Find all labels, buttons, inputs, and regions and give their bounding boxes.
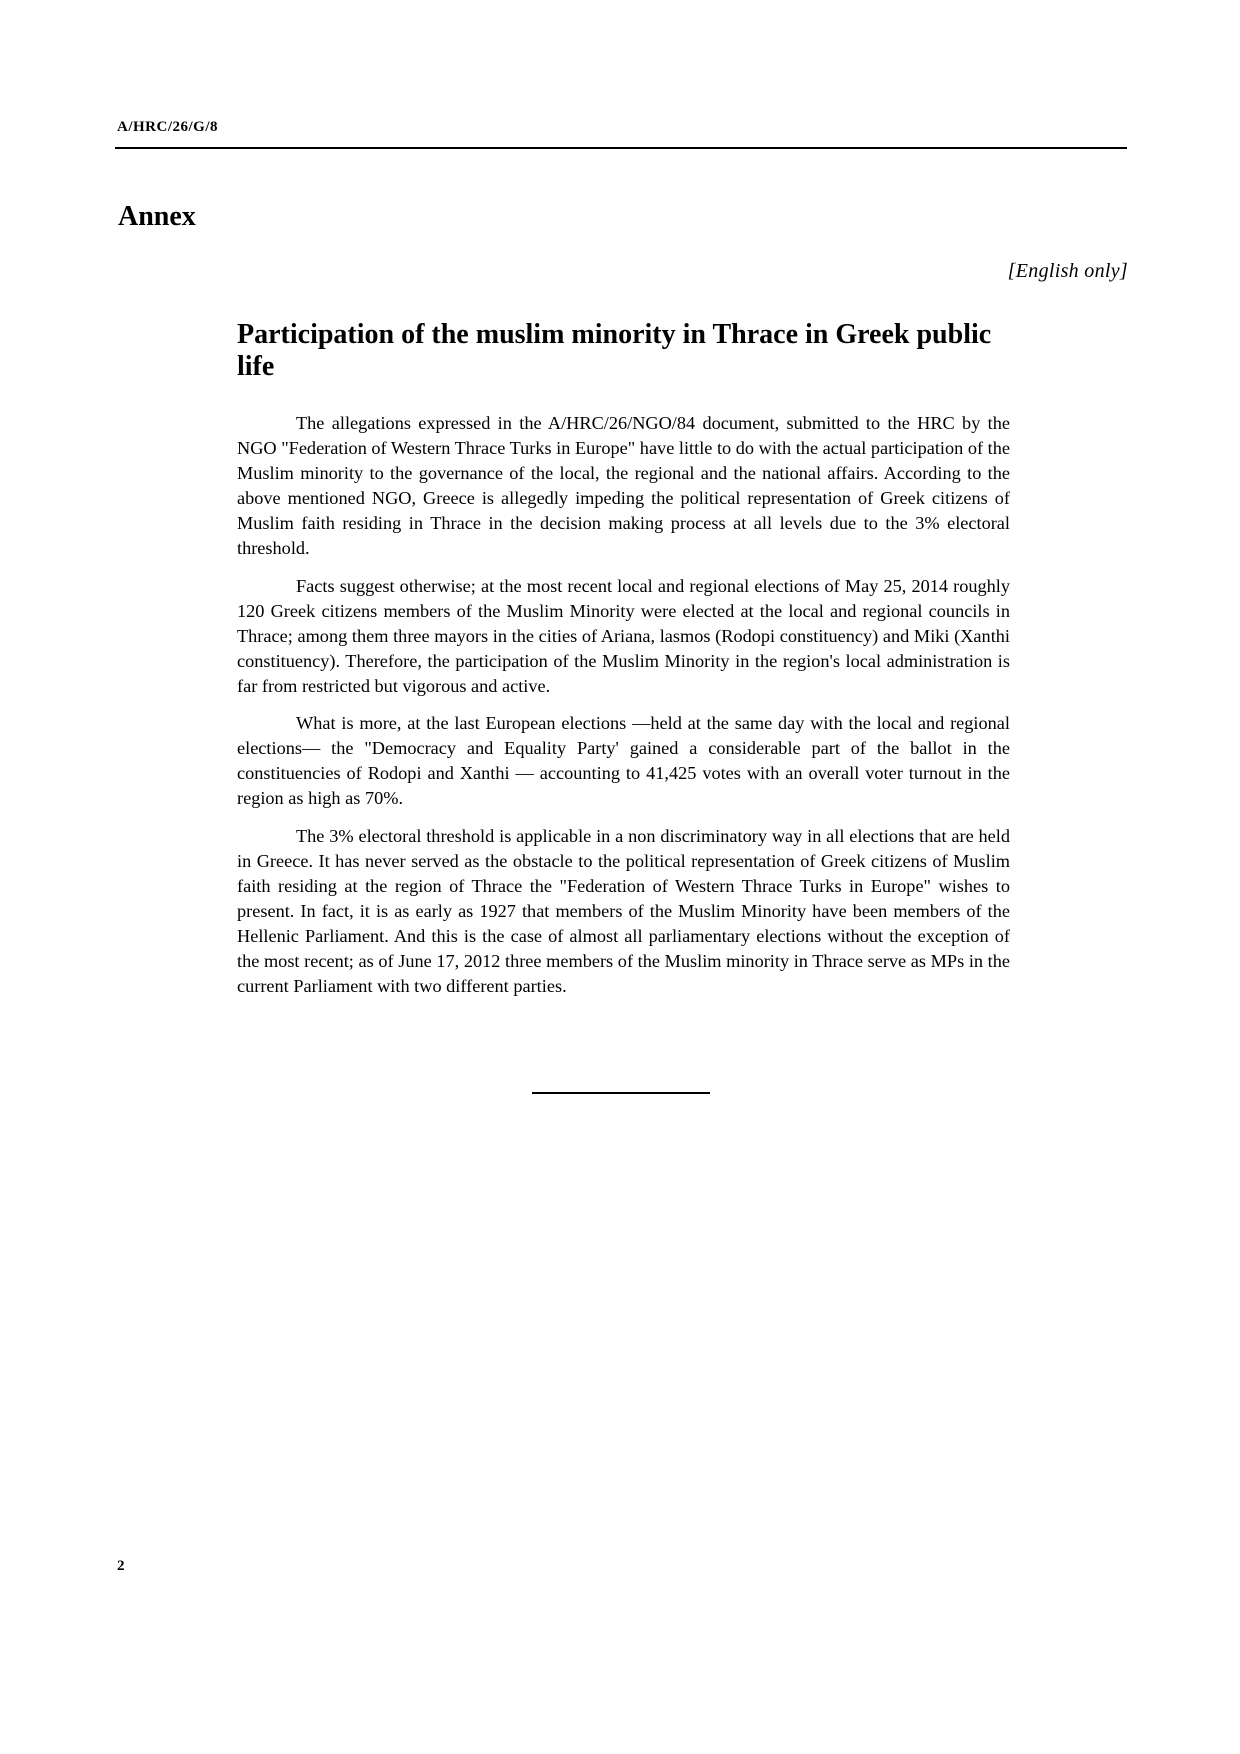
annex-heading: Annex	[118, 201, 196, 232]
document-title: Participation of the muslim minority in Thrace in Greek public life	[237, 319, 992, 382]
page-number: 2	[117, 1558, 125, 1574]
paragraph: Facts suggest otherwise; at the most recent local and regional elections of May 25, 2014 roughly 120 Greek citizens members of the Muslim Minority were elected at the local and regional councils in Thrace; among them three mayors in the cities of Ariana, lasmos (Rodopi constituency) and Miki (Xanthi constituency). Therefore, the participation of the Muslim Minority in the region's local administration is far from restricted but vigorous and active.	[237, 575, 1010, 696]
end-of-document-rule	[532, 1092, 710, 1094]
language-note: [English only]	[1007, 260, 1128, 282]
document-symbol: A/HRC/26/G/8	[117, 119, 219, 135]
header-rule	[115, 147, 1127, 149]
document-body	[237, 411, 1010, 1011]
paragraph: The allegations expressed in the A/HRC/26/NGO/84 document, submitted to the HRC by the NGO "Federation of Western Thrace Turks in Europe" have little to do with the actual participation of the Muslim minority to the governance of the local, the regional and the national affairs. According to the above mentioned NGO, Greece is allegedly impeding the political representation of Greek citizens of Muslim faith residing in Thrace in the decision making process at all levels due to the 3% electoral threshold.	[237, 413, 1010, 558]
paragraph: The 3% electoral threshold is applicable in a non discriminatory way in all elections that are held in Greece. It has never served as the obstacle to the political representation of Greek citizens of Muslim faith residing at the region of Thrace the "Federation of Western Thrace Turks in Europe" wishes to present. In fact, it is as early as 1927 that members of the Muslim Minority have been members of the Hellenic Parliament. And this is the case of almost all parliamentary elections without the exception of the most recent; as of June 17, 2012 three members of the Muslim minority in Thrace serve as MPs in the current Parliament with two different parties.	[237, 825, 1010, 996]
paragraph: What is more, at the last European elections —held at the same day with the local and regional elections— the "Democracy and Equality Party' gained a considerable part of the ballot in the constituencies of Rodopi and Xanthi — accounting to 41,425 votes with an overall voter turnout in the region as high as 70%.	[237, 713, 1010, 808]
